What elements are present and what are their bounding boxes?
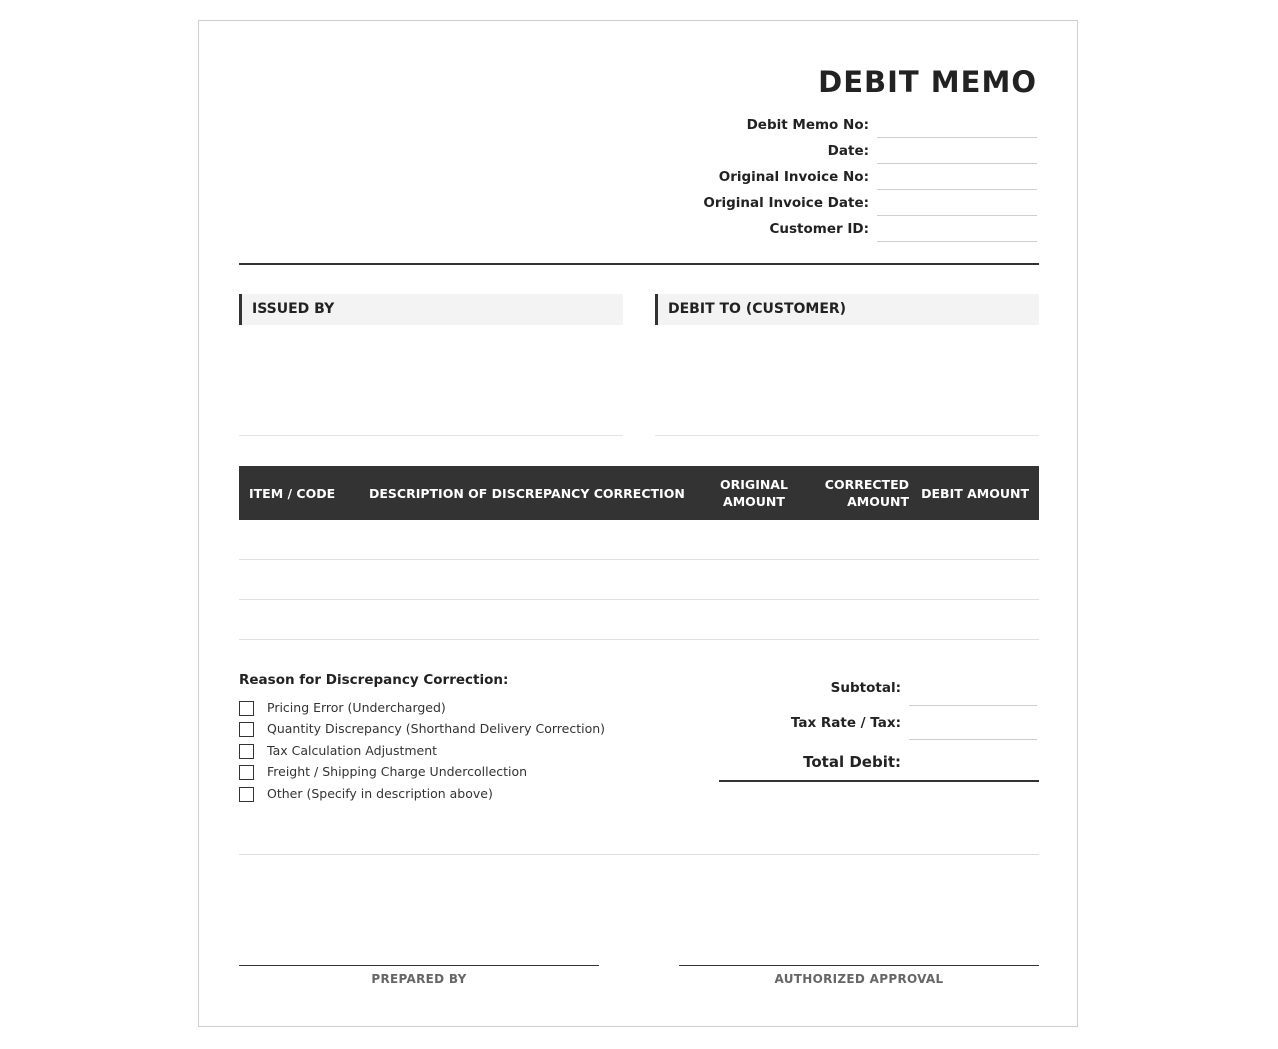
- reason-title: Reason for Discrepancy Correction:: [239, 672, 509, 688]
- prepared-by-label: PREPARED BY: [371, 972, 467, 986]
- checkbox[interactable]: [239, 765, 254, 780]
- total-debit-label: Total Debit:: [803, 753, 901, 771]
- field-label: Original Invoice No:: [718, 169, 869, 185]
- subtotal-field[interactable]: [909, 705, 1037, 706]
- column-header-description: DESCRIPTION OF DISCREPANCY CORRECTION: [369, 485, 685, 501]
- field-label: Original Invoice Date:: [703, 195, 869, 211]
- checkbox[interactable]: [239, 744, 254, 759]
- reason-label: Freight / Shipping Charge Undercollection: [267, 764, 528, 779]
- table-header: [239, 466, 1039, 520]
- table-row[interactable]: [239, 559, 1039, 560]
- debit-to-heading: DEBIT TO (CUSTOMER): [655, 294, 1039, 325]
- footer-divider: [239, 854, 1039, 855]
- authorized-approval-label: AUTHORIZED APPROVAL: [774, 972, 944, 986]
- tax-label: Tax Rate / Tax:: [790, 715, 901, 731]
- field-debit-memo-no: [637, 112, 1037, 138]
- column-header-corrected-amount: CORRECTED AMOUNT: [824, 477, 909, 509]
- reason-label: Pricing Error (Undercharged): [267, 700, 446, 715]
- column-header-item-code: ITEM / CODE: [249, 485, 336, 501]
- field-label: Date:: [827, 143, 869, 159]
- issued-by-heading: ISSUED BY: [239, 294, 623, 325]
- tax-field[interactable]: [909, 739, 1037, 740]
- authorized-approval-signature-line[interactable]: [679, 965, 1039, 966]
- document-title: DEBIT MEMO: [818, 65, 1037, 99]
- issued-by-area[interactable]: [239, 435, 623, 436]
- field-label: Customer ID:: [769, 221, 869, 237]
- field-original-invoice-date: [637, 190, 1037, 216]
- reason-label: Tax Calculation Adjustment: [267, 743, 438, 758]
- checkbox[interactable]: [239, 701, 254, 716]
- field-date: [637, 138, 1037, 164]
- column-header-debit-amount: DEBIT AMOUNT: [921, 485, 1029, 501]
- field-customer-id: [637, 216, 1037, 242]
- reason-label: Other (Specify in description above): [267, 786, 493, 801]
- debit-to-area[interactable]: [655, 435, 1039, 436]
- field-original-invoice-no: [637, 164, 1037, 190]
- subtotal-label: Subtotal:: [830, 680, 901, 696]
- prepared-by-signature-line[interactable]: [239, 965, 599, 966]
- field-label: Debit Memo No:: [746, 117, 869, 133]
- debit-memo-page: [198, 20, 1078, 1027]
- checkbox[interactable]: [239, 722, 254, 737]
- header-divider: [239, 263, 1039, 265]
- column-header-original-amount: ORIGINAL AMOUNT: [720, 477, 788, 509]
- reason-label: Quantity Discrepancy (Shorthand Delivery Correction): [267, 721, 606, 736]
- checkbox[interactable]: [239, 787, 254, 802]
- table-row[interactable]: [239, 639, 1039, 640]
- table-row[interactable]: [239, 599, 1039, 600]
- field-value-line[interactable]: [877, 241, 1037, 242]
- total-debit-field[interactable]: [719, 780, 1039, 782]
